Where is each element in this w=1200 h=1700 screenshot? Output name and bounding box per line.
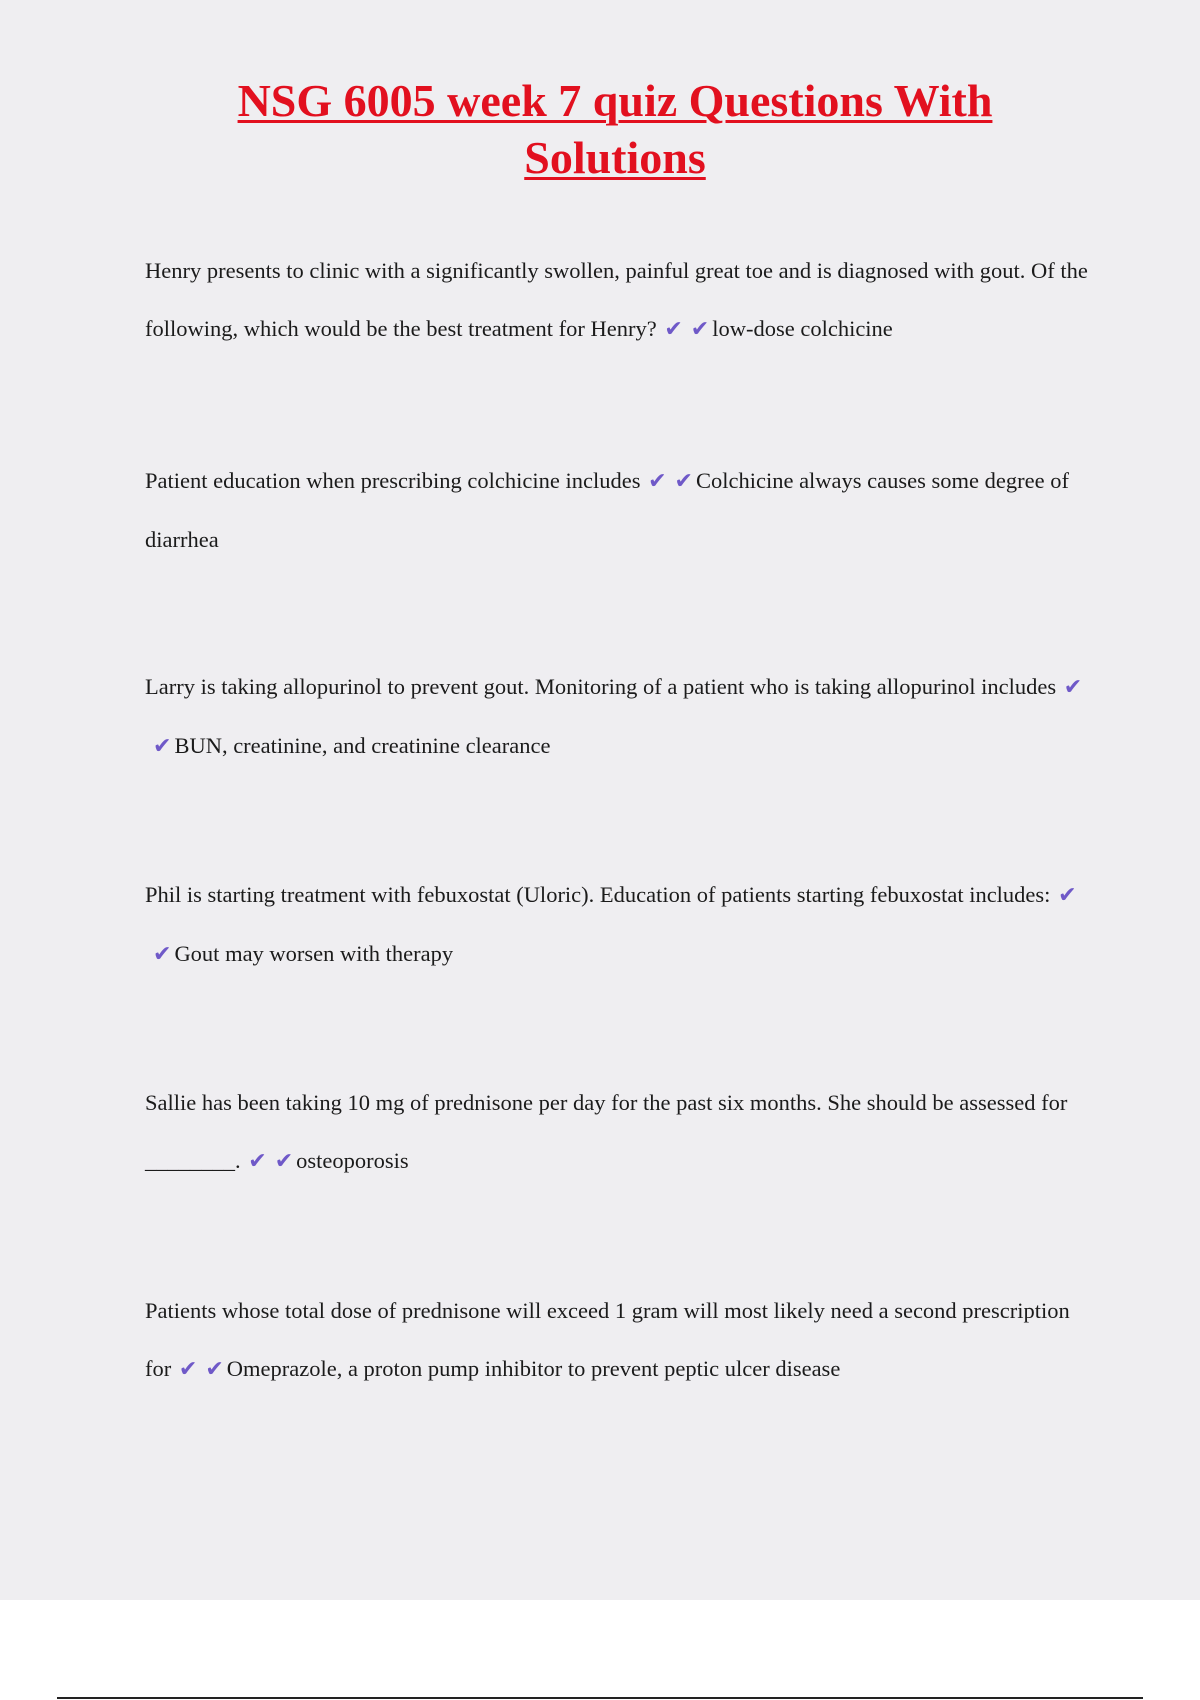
check-icon: ✔ — [674, 469, 693, 494]
check-icon: ✔ — [648, 469, 667, 494]
document-title: NSG 6005 week 7 quiz Questions With Solutions — [237, 75, 993, 183]
answer-text: Colchicine always causes some degree of diarrhea — [145, 468, 1069, 552]
check-icon: ✔ — [1058, 883, 1077, 908]
answer-text: BUN, creatinine, and creatinine clearance — [174, 733, 551, 758]
check-icon: ✔ — [664, 317, 683, 342]
question-text: Patient education when prescribing colchicine includes — [145, 468, 641, 493]
question-text: Phil is starting treatment with febuxostat (Uloric). Education of patients starting febuxostat includes: — [145, 882, 1051, 907]
question-text: Larry is taking allopurinol to prevent gout. Monitoring of a patient who is taking allopurinol includes — [145, 674, 1057, 699]
check-icon: ✔ — [153, 942, 172, 967]
check-icon: ✔ — [178, 1357, 198, 1382]
question-text: Patients whose total dose of prednisone will exceed 1 gram will most likely need a second prescription for — [145, 1298, 1070, 1381]
answer-text: low-dose colchicine — [712, 316, 893, 341]
qa-item-1 — [145, 242, 1095, 359]
qa-item-4 — [145, 866, 1095, 984]
check-icon: ✔ — [690, 317, 710, 342]
qa-item-2 — [145, 452, 1095, 569]
check-icon: ✔ — [1063, 675, 1083, 700]
check-icon: ✔ — [205, 1357, 224, 1382]
footer-divider — [57, 1697, 1143, 1699]
qa-item-3 — [145, 658, 1095, 776]
answer-text: osteoporosis — [296, 1148, 409, 1173]
check-icon: ✔ — [153, 734, 172, 759]
question-text: Sallie has been taking 10 mg of prednisone per day for the past six months. She should be assessed for ________. — [145, 1090, 1068, 1173]
answer-text: Omeprazole, a proton pump inhibitor to prevent peptic ulcer disease — [226, 1356, 841, 1381]
check-icon: ✔ — [274, 1149, 294, 1174]
qa-item-6 — [145, 1282, 1095, 1399]
question-text: Henry presents to clinic with a significantly swollen, painful great toe and is diagnosed with gout. Of the following, which would be the best treatment for Henry? — [145, 258, 1088, 341]
check-icon: ✔ — [248, 1149, 267, 1174]
answer-text: Gout may worsen with therapy — [174, 941, 454, 966]
qa-item-5 — [145, 1074, 1095, 1191]
